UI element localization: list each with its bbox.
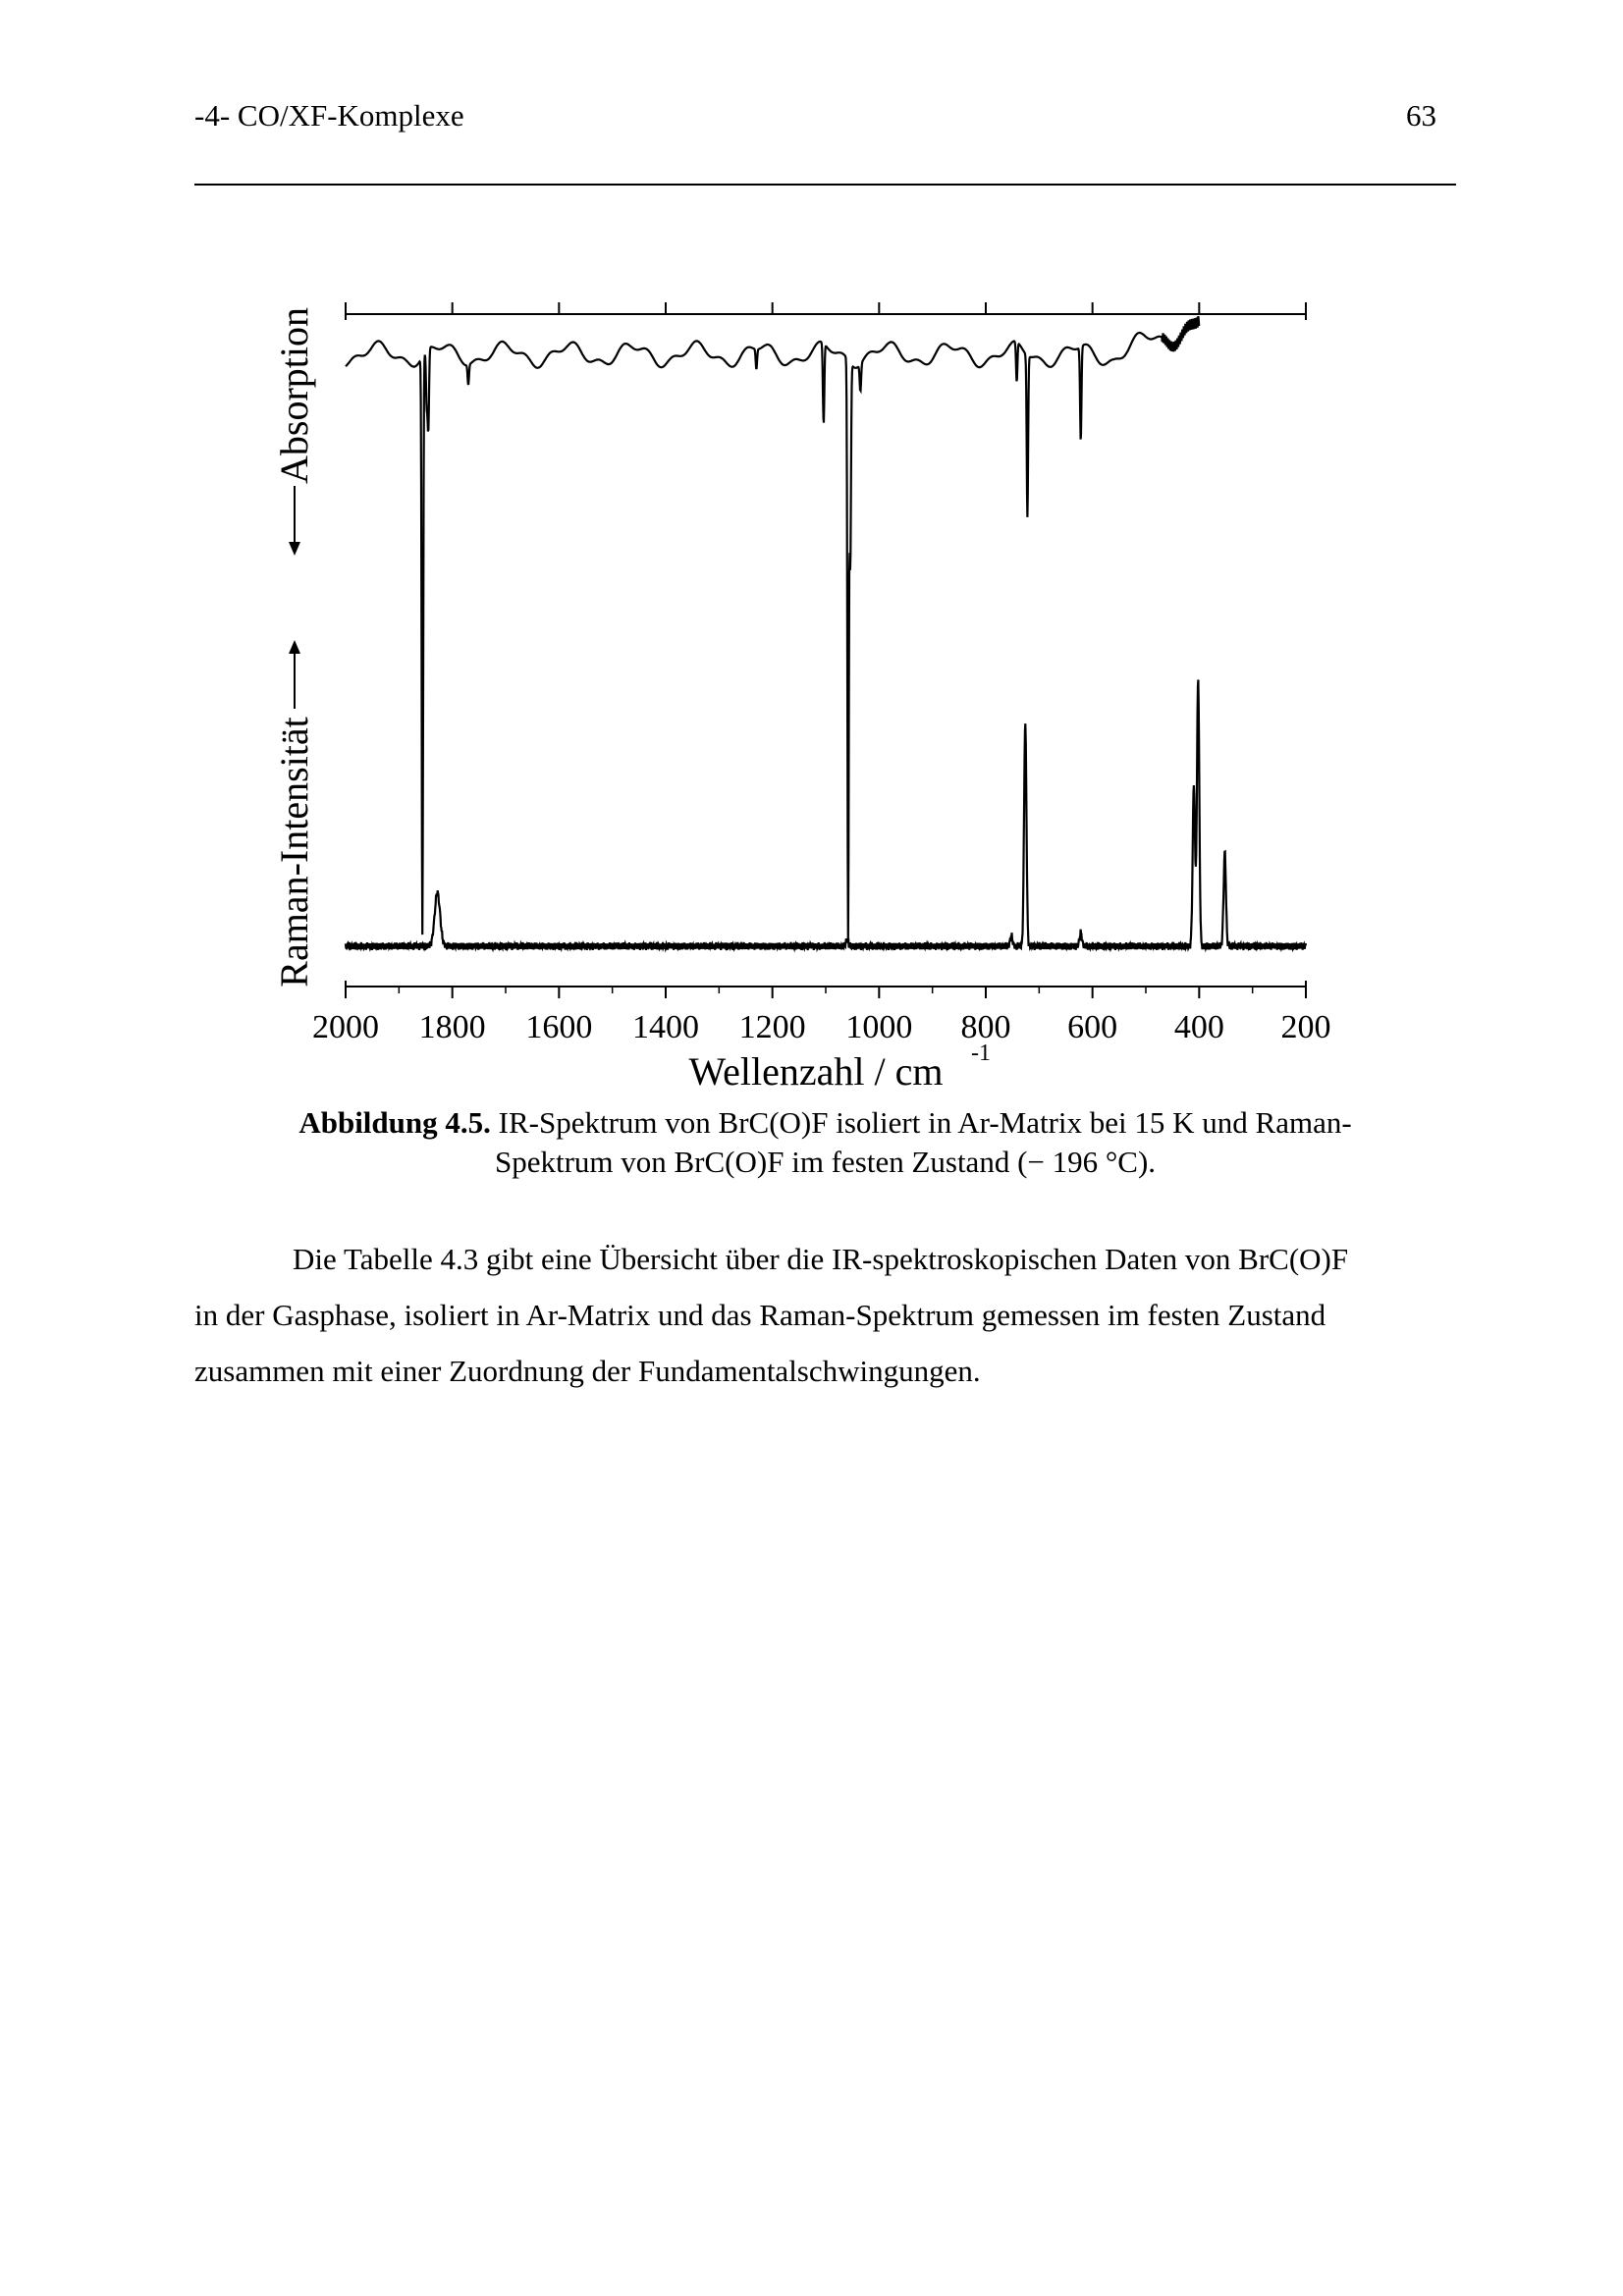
x-axis-label-superscript: -1 [971, 1041, 991, 1066]
page-number: 63 [1406, 98, 1436, 133]
x-tick-label: 800 [960, 1009, 1011, 1045]
body-line-2: in der Gasphase, isoliert in Ar-Matrix und das Raman-Spektrum gemessen im festen Zustand [194, 1298, 1326, 1332]
x-tick-label: 1200 [738, 1009, 806, 1045]
raman-spectrum-line [346, 680, 1306, 951]
spectrum-figure [0, 0, 1623, 1099]
x-tick-label: 1800 [418, 1009, 486, 1045]
caption-line-2: Spektrum von BrC(O)F im festen Zustand (− 196 °C). [494, 1145, 1157, 1179]
ir-spectrum-line [346, 316, 1199, 940]
x-tick-label: 2000 [312, 1009, 379, 1045]
body-paragraph [194, 1231, 1456, 1399]
x-tick-label: 200 [1280, 1009, 1331, 1045]
caption-line-1: IR-Spektrum von BrC(O)F isoliert in Ar-Matrix bei 15 K und Raman- [498, 1105, 1352, 1140]
x-tick-label: 1600 [525, 1009, 593, 1045]
arrow-down-head [289, 542, 300, 556]
chapter-header: -4- CO/XF-Komplexe [194, 98, 464, 133]
y-label-raman: Raman-Intensität [272, 717, 316, 988]
body-line-3: zusammen mit einer Zuordnung der Fundamentalschwingungen. [194, 1354, 981, 1388]
x-tick-label: 1000 [845, 1009, 913, 1045]
y-label-absorption: Absorption [272, 307, 316, 484]
x-tick-label: 1400 [632, 1009, 699, 1045]
arrow-up-head [289, 640, 300, 654]
body-line-1: Die Tabelle 4.3 gibt eine Übersicht über die IR-spektroskopischen Daten von BrC(O)F [293, 1242, 1349, 1276]
caption-label: Abbildung 4.5. [298, 1105, 491, 1140]
x-tick-label: 400 [1173, 1009, 1224, 1045]
x-tick-label: 600 [1067, 1009, 1118, 1045]
x-axis-label: Wellenzahl / cm [688, 1049, 944, 1094]
figure-caption [194, 1103, 1456, 1182]
